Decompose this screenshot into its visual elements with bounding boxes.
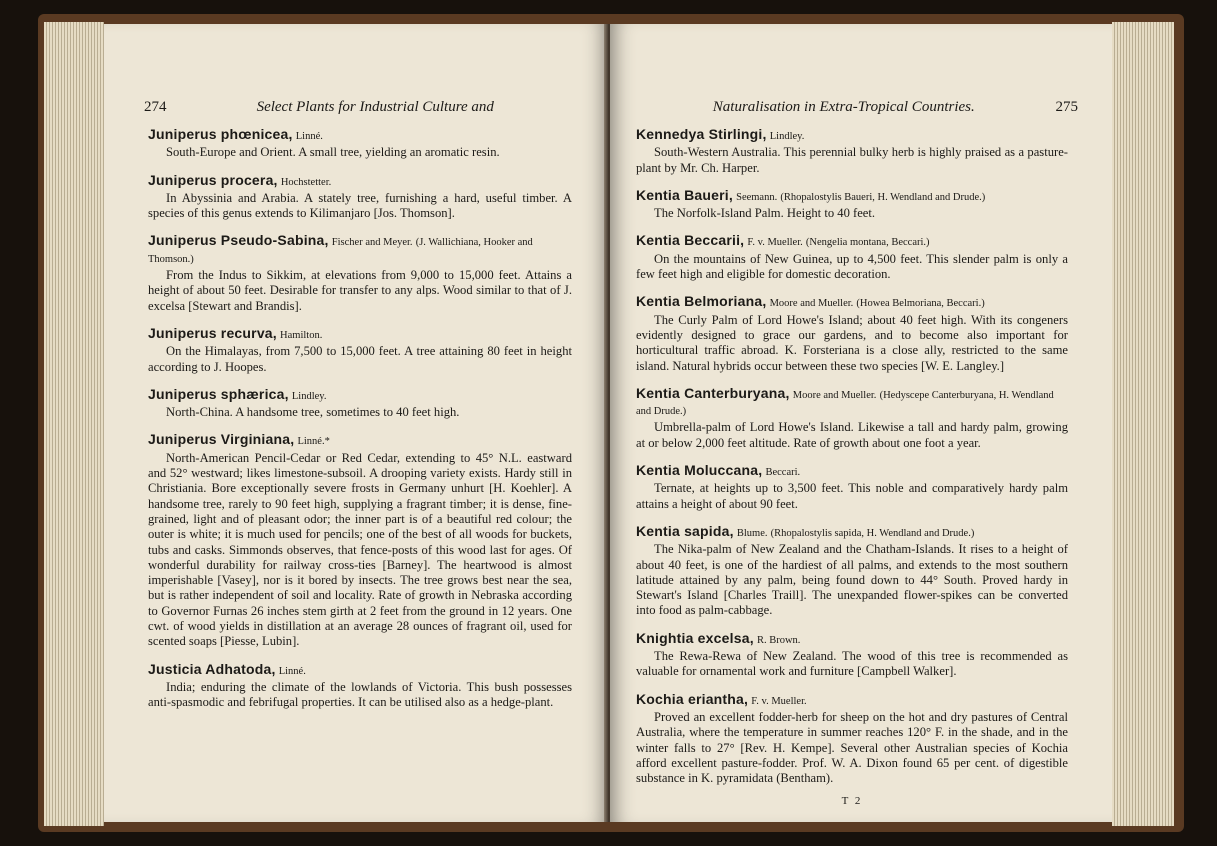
species-entry: [636, 127, 1068, 176]
entry-heading: [636, 386, 1068, 420]
species-entry: [636, 524, 1068, 619]
species-entry: [148, 662, 572, 711]
species-author: Blume.: [736, 527, 768, 539]
species-name: Knightia excelsa,: [636, 629, 754, 646]
species-description: The Norfolk-Island Palm. Height to 40 feet.: [654, 206, 876, 221]
species-author: Hochstetter.: [280, 176, 332, 188]
species-description: Proved an excellent fodder-herb for sheep on the hot and dry pastures of Central Australia, where the temperature in summer reaches 120° F. in the shade, and in the winter falls to 27° [Rev. H. Kempe]. Several other Australian species of Kochia afford excellent pasture-fodder. Prof. W. A. Dixon found 65 per cent. of digestible substance in K. pyramidata (Bentham).: [636, 709, 1068, 786]
species-description: South-Europe and Orient. A small tree, yielding an aromatic resin.: [166, 145, 500, 160]
species-synonym: (Nengelia montana, Beccari.): [805, 237, 930, 249]
species-entry: [148, 233, 572, 313]
species-name: Juniperus phœnicea,: [148, 126, 293, 142]
entry-heading: [148, 432, 572, 449]
species-description: The Nika-palm of New Zealand and the Chatham-Islands. It rises to a height of about 40 feet, is one of the hardiest of all palms, and extends to the most southern latitude attained by any palm, being found down to 44° South. Proved hardy in Stewart's Island [Charles Traill]. The unexpanded flower-spikes can be converted into food as palm-cabbage.: [636, 542, 1068, 618]
species-name: Juniperus sphærica,: [148, 385, 289, 402]
species-description: The Rewa-Rewa of New Zealand. The wood of this tree is recommended as valuable for ornamental work and furniture [Campbell Walker].: [636, 649, 1068, 679]
signature-mark: T 2: [841, 795, 863, 808]
species-description: South-Western Australia. This perennial bulky herb is highly praised as a pasture-plant by Mr. Ch. Harper.: [636, 145, 1068, 175]
species-name: Justicia Adhatoda,: [148, 660, 276, 677]
species-author: Moore and Mueller.: [792, 389, 877, 401]
species-author: Lindley.: [291, 390, 327, 402]
page-number: 274: [144, 99, 167, 115]
species-name: Kennedya Stirlingi,: [636, 126, 767, 142]
species-name: Kentia sapida,: [636, 522, 734, 539]
species-entry: [636, 386, 1068, 451]
species-description: From the Indus to Sikkim, at elevations from 9,000 to 15,000 feet. Attains a height of about 50 feet. Desirable for transfer to any alps. Wood similar to that of J. excelsa [Stewart and Brandis].: [148, 268, 572, 313]
right-header: [632, 99, 1078, 116]
species-synonym: (Howea Belmoriana, Beccari.): [856, 298, 985, 310]
entry-heading: [148, 662, 572, 679]
entry-heading: [148, 387, 572, 404]
page-edges-left: [44, 22, 104, 826]
entry-heading: [636, 692, 1068, 709]
running-head: Select Plants for Industrial Culture and: [256, 99, 494, 115]
species-description: On the Himalayas, from 7,500 to 15,000 feet. A tree attaining 80 feet in height according to J. Hoopes.: [148, 344, 572, 374]
species-entry: [148, 387, 572, 421]
species-description: Umbrella-palm of Lord Howe's Island. Likewise a tall and hardy palm, growing at or below 2,000 feet altitude. Rate of growth about one foot a year.: [636, 420, 1068, 450]
species-description: Ternate, at heights up to 3,500 feet. This noble and comparatively hardy palm attains a height of about 90 feet.: [636, 481, 1068, 511]
species-entry: [636, 463, 1068, 512]
right-page: [610, 24, 1112, 822]
entry-heading: [148, 173, 572, 190]
species-author: Linné.*: [297, 436, 330, 448]
right-content: [636, 127, 1068, 810]
species-name: Kentia Belmoriana,: [636, 293, 767, 310]
species-name: Kochia eriantha,: [636, 690, 749, 707]
species-author: Lindley.: [769, 131, 805, 142]
entry-heading: [636, 463, 1068, 480]
species-synonym: (Hedyscepe Canterburyana, H. Wendland and Drude.): [636, 389, 1054, 418]
species-entry: [148, 326, 572, 375]
species-author: Moore and Mueller.: [769, 298, 854, 310]
species-name: Juniperus procera,: [148, 171, 278, 188]
entry-heading: [148, 326, 572, 343]
species-description: In Abyssinia and Arabia. A stately tree, furnishing a hard, useful timber. A species of this genus extends to Kilimanjaro [Jos. Thomson].: [148, 190, 572, 221]
left-content: [148, 127, 572, 723]
species-description: North-American Pencil-Cedar or Red Cedar, extending to 45° N.L. eastward and 52° westward; likes limestone-subsoil. A drooping variety exists. Hardy still in Christiania. Bore exceptionally severe frosts in Germany unhurt [H. Koehler]. A handsome tree, rarely to 90 feet high, supplying a fragrant timber; it is dense, fine-grained, light and of pleasant odor; the inner part is of a beautiful red colour; the outer is white; it is much used for pencils; one of the best of all woods for buckets, tubs and casks. Simmonds observes, that fence-posts of this wood last for ages. Of wonderful durability for railway cross-ties [Barney]. The heartwood is almost imperishable [Vasey], nor is it bored by insects. The tree grows best near the sea, but is rather independent of soil and locality. Rate of growth in Nebraska according to Governor Furnas 26 inches stem girth at 2 feet from the ground in 12 years. One cwt. of wood yields in distillation at an average 28 ounces of fragrant oil, used for scented soaps [Piesse, Lubin].: [148, 450, 572, 649]
species-entry: [148, 173, 572, 222]
species-name: Juniperus recurva,: [148, 324, 277, 341]
entry-heading: [636, 127, 1068, 144]
species-entry: [636, 233, 1068, 282]
species-author: Seemann.: [736, 191, 778, 203]
species-entry: [636, 631, 1068, 680]
species-entry: [636, 188, 1068, 222]
entry-heading: [148, 127, 572, 144]
running-head: Naturalisation in Extra-Tropical Countries.: [712, 99, 975, 115]
species-entry: [148, 432, 572, 649]
species-author: R. Brown.: [756, 634, 801, 646]
species-entry: [148, 127, 572, 161]
species-description: On the mountains of New Guinea, up to 4,500 feet. This slender palm is only a few feet high and eligible for domestic decoration.: [636, 251, 1068, 282]
entry-heading: [636, 188, 1068, 205]
species-name: Juniperus Pseudo-Sabina,: [148, 232, 329, 249]
species-synonym: (J. Wallichiana, Hooker and Thomson.): [148, 237, 533, 265]
species-author: Linné.: [278, 665, 306, 677]
species-description: The Curly Palm of Lord Howe's Island; about 40 feet high. With its congeners evidently designed to grace our gardens, and to become also important for horticultural traffic abroad. K. Forsteriana is a close ally, restricted to the same island. Natural hybrids occur between these two species [W. E. Langley.]: [636, 312, 1068, 373]
page-edges-right: [1112, 22, 1174, 826]
entry-heading: [636, 524, 1068, 541]
entry-heading: [636, 631, 1068, 648]
entry-heading: [148, 233, 572, 267]
species-author: Fischer and Meyer.: [331, 237, 413, 249]
page-number: 275: [1055, 99, 1078, 115]
species-name: Kentia Baueri,: [636, 186, 733, 203]
species-author: F. v. Mueller.: [747, 237, 803, 249]
left-page: [104, 24, 608, 822]
species-synonym: (Rhopalostylis Baueri, H. Wendland and Drude.): [780, 191, 986, 203]
entry-heading: [636, 294, 1068, 311]
species-entry: [636, 692, 1068, 787]
species-author: Beccari.: [765, 467, 801, 479]
species-author: Linné.: [295, 131, 323, 142]
left-header: [144, 99, 584, 116]
species-name: Kentia Beccarii,: [636, 232, 745, 249]
species-synonym: (Rhopalostylis sapida, H. Wendland and Drude.): [770, 527, 975, 539]
species-author: F. v. Mueller.: [751, 695, 807, 707]
species-description: India; enduring the climate of the lowlands of Victoria. This bush possesses anti-spasmodic and febrifugal properties. It can be utilised also as a hedge-plant.: [148, 679, 572, 710]
species-name: Juniperus Virginiana,: [148, 431, 295, 448]
species-author: Hamilton.: [280, 329, 323, 341]
species-description: North-China. A handsome tree, sometimes to 40 feet high.: [166, 405, 460, 420]
species-name: Kentia Canterburyana,: [636, 384, 790, 401]
species-entry: [636, 294, 1068, 373]
species-name: Kentia Moluccana,: [636, 462, 763, 479]
entry-heading: [636, 233, 1068, 250]
